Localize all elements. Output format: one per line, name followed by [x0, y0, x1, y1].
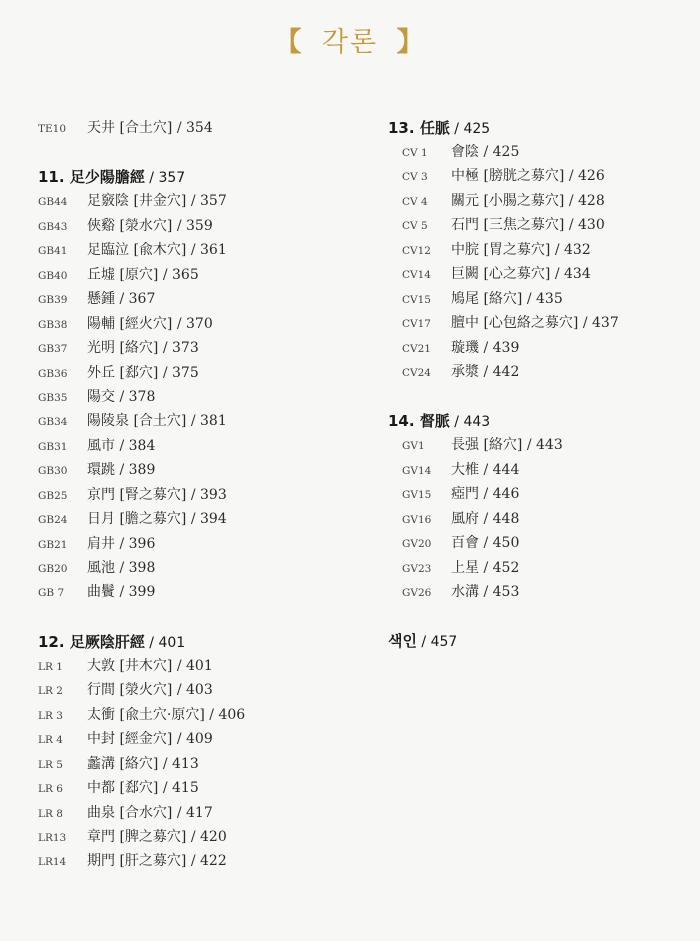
- page-separator: /: [479, 339, 493, 356]
- acupoint-name: 陽交: [87, 388, 115, 405]
- toc-entry[interactable]: [388, 336, 688, 360]
- acupoint-name: 長强 [絡穴]: [451, 437, 523, 454]
- acupoint-code: GV23: [402, 562, 432, 575]
- acupoint-code: LR13: [38, 831, 67, 844]
- page-separator: /: [115, 584, 129, 601]
- page-separator: /: [479, 461, 493, 478]
- acupoint-name: 陽陵泉 [合土穴]: [87, 413, 187, 430]
- page-number: 361: [200, 242, 227, 259]
- toc-entry[interactable]: [38, 312, 358, 336]
- acupoint-code: GB 7: [38, 587, 65, 600]
- page-number: 444: [492, 461, 520, 478]
- toc-entry[interactable]: [388, 311, 688, 335]
- page-number: 367: [128, 291, 156, 308]
- page-separator: /: [186, 486, 200, 503]
- toc-entry[interactable]: [38, 116, 358, 140]
- page-number: 389: [128, 462, 156, 479]
- page-separator: /: [186, 828, 200, 845]
- section-page: 443: [463, 414, 491, 431]
- page-separator: /: [115, 388, 129, 405]
- page-number: 365: [172, 266, 199, 283]
- toc-entry[interactable]: [388, 458, 688, 482]
- section-title: 색인: [388, 632, 417, 651]
- page-number: 432: [564, 241, 591, 258]
- section-heading[interactable]: [388, 116, 688, 140]
- page-title: [0, 20, 700, 59]
- toc-section: [388, 629, 688, 653]
- page-separator: /: [522, 437, 536, 454]
- acupoint-code: GB31: [38, 440, 68, 453]
- acupoint-code: CV17: [402, 318, 431, 331]
- toc-entry[interactable]: [38, 752, 358, 776]
- page-number: 370: [186, 315, 213, 332]
- page-separator: /: [479, 486, 493, 503]
- toc-entry[interactable]: [38, 434, 358, 458]
- top-entries: [38, 116, 358, 140]
- page-number: 443: [536, 437, 563, 454]
- acupoint-name: 璇璣: [451, 339, 479, 356]
- page-number: 422: [200, 853, 227, 870]
- page-number: 401: [186, 657, 213, 674]
- page-separator: /: [115, 535, 129, 552]
- title-bracket-open: 【: [274, 27, 304, 58]
- page-separator: /: [479, 144, 493, 160]
- page-separator: /: [564, 192, 578, 209]
- left-column: [38, 116, 358, 899]
- toc-entry[interactable]: [38, 238, 358, 262]
- page-number: 354: [186, 120, 213, 136]
- toc-entry[interactable]: [38, 776, 358, 800]
- page-number: 396: [128, 535, 156, 552]
- acupoint-code: LR 5: [38, 758, 63, 771]
- page-separator: /: [479, 363, 493, 380]
- acupoint-code: GV16: [402, 513, 432, 526]
- page-number: 393: [200, 486, 227, 503]
- acupoint-code: GB21: [38, 538, 68, 551]
- acupoint-code: TE10: [38, 123, 67, 135]
- acupoint-name: 中封 [經金穴]: [87, 731, 173, 748]
- acupoint-code: GB35: [38, 391, 68, 404]
- page-separator: /: [416, 634, 431, 651]
- toc-entry[interactable]: [388, 262, 688, 286]
- toc-entry[interactable]: [388, 556, 688, 580]
- acupoint-name: 風池: [87, 560, 115, 576]
- acupoint-name: 大椎: [451, 461, 479, 478]
- toc-entry[interactable]: [38, 189, 358, 213]
- acupoint-code: CV21: [402, 342, 431, 355]
- acupoint-name: 光明 [絡穴]: [87, 340, 159, 357]
- acupoint-code: GB44: [38, 196, 68, 209]
- toc-entry[interactable]: [38, 361, 358, 385]
- page-separator: /: [186, 413, 200, 430]
- acupoint-name: 足竅陰 [井金穴]: [87, 193, 187, 210]
- acupoint-code: LR 2: [38, 685, 63, 698]
- toc-entry[interactable]: [38, 532, 358, 556]
- section-number: 11.: [38, 168, 65, 187]
- toc-entry[interactable]: [388, 189, 688, 213]
- toc-entry[interactable]: [38, 263, 358, 287]
- acupoint-code: GB40: [38, 269, 68, 282]
- page-separator: /: [172, 731, 186, 748]
- page-separator: /: [522, 290, 536, 307]
- acupoint-code: CV24: [402, 366, 431, 379]
- toc-entry[interactable]: [388, 433, 688, 457]
- toc-entry[interactable]: [388, 140, 688, 164]
- acupoint-code: CV 1: [402, 147, 428, 159]
- page-separator: /: [158, 266, 172, 283]
- acupoint-code: CV12: [402, 244, 431, 257]
- acupoint-code: LR 4: [38, 734, 63, 747]
- page-number: 417: [186, 804, 213, 821]
- toc-entry[interactable]: [388, 507, 688, 531]
- section-title: 任脈: [419, 119, 450, 137]
- section-heading[interactable]: [388, 409, 688, 433]
- acupoint-code: GB24: [38, 514, 68, 527]
- acupoint-code: GB41: [38, 245, 68, 258]
- toc-entry[interactable]: [38, 580, 358, 604]
- page-number: 413: [172, 755, 199, 772]
- section-heading[interactable]: [38, 165, 358, 189]
- acupoint-name: 承漿: [451, 363, 479, 380]
- page-number: 428: [578, 192, 605, 209]
- page-separator: /: [186, 511, 200, 528]
- page-separator: /: [479, 510, 493, 527]
- toc-section: [388, 409, 688, 604]
- acupoint-name: 曲泉 [合水穴]: [87, 804, 173, 821]
- toc-entry[interactable]: [38, 458, 358, 482]
- acupoint-code: LR14: [38, 856, 67, 869]
- acupoint-code: GV1: [402, 440, 425, 453]
- page-separator: /: [115, 560, 129, 576]
- acupoint-code: GB34: [38, 416, 68, 429]
- page-number: 409: [186, 731, 213, 748]
- page-separator: /: [564, 217, 578, 234]
- acupoint-name: 中脘 [胃之募穴]: [451, 241, 551, 258]
- page-separator: /: [115, 437, 129, 454]
- page-number: 437: [592, 315, 619, 332]
- page-number: 375: [172, 364, 199, 381]
- page-number: 398: [128, 560, 156, 576]
- page-separator: /: [115, 462, 129, 479]
- toc-entry[interactable]: [388, 213, 688, 237]
- page-number: 452: [492, 559, 520, 576]
- acupoint-name: 石門 [三焦之募穴]: [451, 217, 565, 234]
- acupoint-code: GB20: [38, 563, 68, 575]
- page-number: 420: [200, 828, 227, 845]
- acupoint-name: 鳩尾 [絡穴]: [451, 290, 523, 307]
- toc-section: [38, 165, 358, 604]
- page-number: 453: [492, 584, 520, 600]
- right-sections: [388, 116, 688, 653]
- section-page: 457: [430, 634, 458, 651]
- page-separator: /: [479, 559, 493, 576]
- acupoint-name: 風市: [87, 437, 115, 454]
- toc-entry[interactable]: [38, 556, 358, 580]
- page-separator: /: [479, 584, 493, 600]
- page-number: 442: [492, 363, 520, 380]
- toc-entry[interactable]: [38, 385, 358, 409]
- acupoint-name: 期門 [肝之募穴]: [87, 853, 187, 870]
- acupoint-name: 大敦 [井木穴]: [87, 657, 173, 674]
- page-number: 394: [200, 511, 227, 528]
- acupoint-code: GB25: [38, 489, 68, 502]
- page-separator: /: [449, 121, 464, 137]
- toc-entry[interactable]: [388, 238, 688, 262]
- page-separator: /: [564, 168, 578, 185]
- title-bracket-close: 】: [396, 27, 426, 58]
- page-separator: /: [172, 657, 186, 674]
- page-separator: /: [186, 193, 200, 210]
- section-number: 12.: [38, 632, 65, 651]
- toc-entry[interactable]: [38, 483, 358, 507]
- toc-entry[interactable]: [388, 287, 688, 311]
- toc-entry[interactable]: [38, 507, 358, 531]
- page-separator: /: [578, 315, 592, 332]
- acupoint-name: 太衝 [兪土穴·原穴]: [87, 706, 205, 723]
- page-number: 403: [186, 682, 213, 699]
- toc-entry[interactable]: [38, 409, 358, 433]
- page-number: 435: [536, 290, 563, 307]
- acupoint-code: GB43: [38, 220, 68, 233]
- acupoint-name: 外丘 [郄穴]: [87, 364, 159, 381]
- acupoint-code: CV 3: [402, 171, 428, 184]
- toc-entry[interactable]: [38, 678, 358, 702]
- page-separator: /: [550, 241, 564, 258]
- acupoint-name: 水溝: [451, 584, 479, 600]
- acupoint-name: 上星: [451, 559, 479, 576]
- section-heading[interactable]: [38, 630, 358, 654]
- section-number: 14.: [388, 412, 415, 431]
- toc-entry[interactable]: [388, 531, 688, 555]
- section-heading[interactable]: [388, 629, 688, 653]
- section-title: 督脈: [419, 412, 450, 431]
- acupoint-code: LR 1: [38, 660, 63, 673]
- toc-entry[interactable]: [388, 360, 688, 384]
- acupoint-code: GV20: [402, 538, 432, 551]
- acupoint-code: GB30: [38, 465, 68, 478]
- acupoint-name: 中都 [郄穴]: [87, 780, 159, 797]
- acupoint-name: 蠡溝 [絡穴]: [87, 755, 159, 772]
- acupoint-name: 陽輔 [經火穴]: [87, 315, 173, 332]
- toc-entry[interactable]: [38, 825, 358, 849]
- page-separator: /: [158, 340, 172, 357]
- toc-entry[interactable]: [38, 336, 358, 360]
- page-number: 357: [200, 193, 227, 210]
- page-separator: /: [158, 364, 172, 381]
- page-number: 425: [492, 144, 520, 160]
- acupoint-name: 章門 [脾之募穴]: [87, 828, 187, 845]
- acupoint-code: CV 4: [402, 195, 428, 208]
- toc-entry[interactable]: [38, 654, 358, 678]
- acupoint-name: 天井 [合土穴]: [87, 120, 173, 136]
- toc-section: [38, 630, 358, 874]
- acupoint-name: 風府: [451, 510, 479, 527]
- section-title: 足厥陰肝經: [69, 632, 145, 651]
- acupoint-code: LR 3: [38, 709, 63, 722]
- toc-entry[interactable]: [38, 727, 358, 751]
- page-number: 415: [172, 780, 199, 797]
- page-number: 384: [128, 437, 156, 454]
- page-number: 434: [564, 266, 591, 283]
- page-separator: /: [158, 755, 172, 772]
- acupoint-name: 京門 [腎之募穴]: [87, 486, 187, 503]
- page-separator: /: [172, 315, 186, 332]
- page-number: 381: [200, 413, 227, 430]
- acupoint-name: 日月 [膽之募穴]: [87, 511, 187, 528]
- page-number: 399: [128, 584, 156, 601]
- page-number: 448: [492, 510, 520, 527]
- section-page: 357: [158, 170, 186, 187]
- acupoint-name: 中極 [膀胱之募穴]: [451, 168, 565, 185]
- toc-entry[interactable]: [38, 214, 358, 238]
- acupoint-name: 關元 [小腸之募穴]: [451, 192, 565, 209]
- acupoint-name: 俠谿 [滎水穴]: [87, 217, 173, 234]
- page-separator: /: [186, 853, 200, 870]
- acupoint-code: GB38: [38, 318, 68, 331]
- acupoint-name: 懸鍾: [87, 291, 115, 308]
- section-page: 401: [158, 634, 186, 651]
- toc-entry[interactable]: [38, 703, 358, 727]
- acupoint-code: GB39: [38, 294, 68, 307]
- acupoint-name: 足臨泣 [兪木穴]: [87, 242, 187, 259]
- acupoint-name: 會陰: [451, 144, 479, 160]
- page-separator: /: [186, 242, 200, 259]
- page-separator: /: [172, 682, 186, 699]
- page-separator: /: [479, 535, 493, 552]
- acupoint-code: GB36: [38, 367, 68, 380]
- page-separator: /: [449, 414, 464, 431]
- acupoint-code: CV 5: [402, 220, 428, 233]
- left-sections: [38, 165, 358, 873]
- page-separator: /: [144, 170, 159, 187]
- acupoint-name: 巨闕 [心之募穴]: [451, 266, 551, 283]
- page-number: 378: [128, 388, 156, 405]
- acupoint-code: GB37: [38, 343, 68, 356]
- toc-section: [388, 116, 688, 384]
- acupoint-code: LR 6: [38, 783, 63, 796]
- acupoint-code: GV14: [402, 464, 432, 477]
- toc-entry[interactable]: [38, 287, 358, 311]
- acupoint-code: CV15: [402, 293, 431, 306]
- toc-entry[interactable]: [38, 849, 358, 873]
- acupoint-code: LR 8: [38, 807, 63, 820]
- toc-entry[interactable]: [388, 482, 688, 506]
- page-separator: /: [204, 706, 219, 723]
- toc-entry[interactable]: [38, 801, 358, 825]
- page-number: 430: [578, 217, 605, 234]
- section-title: 足少陽膽經: [69, 168, 145, 187]
- acupoint-name: 膻中 [心包絡之募穴]: [451, 315, 579, 332]
- page-number: 450: [492, 535, 520, 552]
- acupoint-name: 百會: [451, 535, 479, 552]
- title-text: 각론: [321, 27, 379, 58]
- page-separator: /: [172, 217, 186, 234]
- page-number: 406: [218, 706, 246, 723]
- page-separator: /: [550, 266, 564, 283]
- toc-entry[interactable]: [388, 580, 688, 604]
- right-column: [388, 116, 688, 678]
- page-number: 439: [492, 339, 520, 356]
- acupoint-name: 行間 [滎火穴]: [87, 682, 173, 699]
- page-number: 373: [172, 340, 199, 357]
- acupoint-code: CV14: [402, 269, 431, 282]
- page-separator: /: [144, 634, 159, 651]
- section-number: 13.: [388, 119, 415, 137]
- page-separator: /: [172, 120, 186, 136]
- page-number: 426: [578, 168, 605, 185]
- acupoint-name: 環跳: [87, 462, 115, 479]
- acupoint-name: 肩井: [87, 535, 115, 552]
- acupoint-name: 曲鬢: [87, 584, 115, 601]
- page-number: 359: [186, 217, 213, 234]
- acupoint-code: GV15: [402, 489, 432, 502]
- page-separator: /: [115, 291, 129, 308]
- section-page: 425: [463, 121, 491, 137]
- page-number: 446: [492, 486, 520, 503]
- acupoint-code: GV26: [402, 587, 432, 599]
- page-separator: /: [158, 780, 172, 797]
- toc-entry[interactable]: [388, 164, 688, 188]
- acupoint-name: 丘墟 [原穴]: [87, 266, 159, 283]
- page-separator: /: [172, 804, 186, 821]
- acupoint-name: 瘂門: [451, 486, 479, 503]
